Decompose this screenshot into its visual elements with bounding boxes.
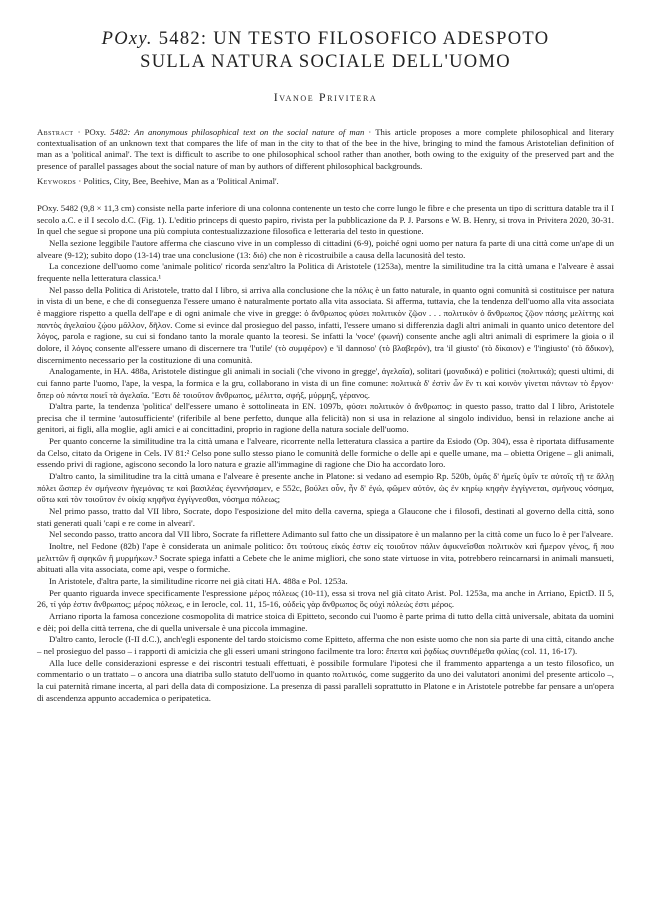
author-name: Ivanoe Privitera: [273, 90, 378, 104]
body-paragraph: Nel primo passo, tratto dal VII libro, Socrate, dopo l'esposizione del mito della caverna, spiega a Glaucone che i filosofi, destinati al governo della città, sono stati generati quali 'capi e re come in alveari'.: [37, 506, 614, 528]
body-paragraph: Per quanto concerne la similitudine tra la città umana e l'alveare, ricorrente nella letteratura classica a partire da Esiodo (Op. 304), essa è riportata diffusamente da Celso, citato da Origene in Cels. IV 81:² Celso pone sullo stesso piano le comunità delle formiche o delle api e quelle umane, ma – obietta Origene – gli animali, essendo privi di ragione, agiscono secondo la loro natura e grazie all'immagine di ragione che Dio ha accordato loro.: [37, 436, 614, 470]
keywords: [37, 176, 614, 187]
body-paragraph: D'altro canto, Ierocle (I-II d.C.), anch'egli esponente del tardo stoicismo come Epitteto, afferma che non esiste uomo che non sia parte di una città, citando anche – nel prosieguo del passo – i rapporti di amicizia che gli esseri umani stringono facilmente tra loro: ἔπειτα καὶ ῥᾳδίως συντιθέμεθα φιλίας (col. 11, 16-17).: [37, 634, 614, 656]
abstract-label: Abstract: [37, 127, 74, 137]
body-paragraph: Analogamente, in HA. 488a, Aristotele distingue gli animali in sociali ('che vivono in gregge', ἀγελαῖα), solitari (μοναδικά) e politici (πολιτικά); questi ultimi, di cui fanno parte l'uomo, l'ape, la vespa, la formica e la gru, collaborano in vista di un fine comune: πολιτικὰ δ' ἐστὶν ὧν ἕν τι καὶ κοινὸν γίνεται πάντων τὸ ἔργον· ὅπερ οὐ πάντα ποιεῖ τὰ ἀγελαῖα. Ἔστι δὲ τοιοῦτον ἄνθρωπος, μέλιττα, σφήξ, μύρμηξ, γέρανος.: [37, 366, 614, 400]
abstract: [37, 127, 614, 172]
body-paragraph: Inoltre, nel Fedone (82b) l'ape è considerata un animale politico: ὅτι τούτους εἰκός ἐστιν εἰς τοιοῦτον πάλιν ἀφικνεῖσθαι πολιτικὸν καὶ ἥμερον γένος, ἤ που μελιττῶν ἢ σφηκῶν ἢ μυρμήκων.³ Socrate spiega infatti a Cebete che le anime migliori, che sono state virtuose in vita, potrebbero reincarnarsi in animali mansueti, abituati alla vita associata, come api, vespe o formiche.: [37, 541, 614, 575]
keywords-label: Keywords: [37, 175, 77, 186]
title-line-2: SULLA NATURA SOCIALE DELL'UOMO: [140, 52, 511, 72]
keywords-text: · Politics, City, Bee, Beehive, Man as a 'Political Animal'.: [76, 175, 279, 186]
abstract-text: · This article proposes a more complete philosophical and literary contextualisation of an unknown text that compares the life of man in the city to that of the bee in the hive, bringing to mind the famous Aristotelian definition of man as a 'political animal'. The text is difficult to ascribe to one philosophical school rather than another, both owing to the exiguity of the preserved part and the presence of parallel passages about the social nature of man by authors of different philosophical backgrounds.: [37, 127, 614, 171]
body-paragraph: Alla luce delle considerazioni espresse e dei riscontri testuali effettuati, è possibile formulare l'ipotesi che il frammento appartenga a un testo filosofico, un commentario o un trattato – o ancora una diatriba sullo statuto dell'uomo in quanto πολιτικός, come suggerito da uno dei valutatori anonimi del presente articolo –, la cui paternità rimane incerta, al pari della data di composizione. La presenza di passi paralleli soprattutto in Platone e in Aristotele potrebbe far pensare a un'opera di ascendenza appunto accademica o peripatetica.: [37, 657, 614, 703]
abstract-lead: · POxy.: [73, 127, 111, 137]
body-paragraph: In Aristotele, d'altra parte, la similitudine ricorre nei già citati HA. 488a e Pol. 1253a.: [49, 576, 348, 587]
body-paragraph: Nel passo della Politica di Aristotele, tratto dal I libro, si arriva alla conclusione che la πόλις è un fatto naturale, in quanto ogni comunità si costituisce per natura in vista di un bene, e che di conseguenza l'essere umano è naturalmente portato alla vita associata. Si afferma, tuttavia, che la tendenza dell'uomo alla vita associata è maggiore rispetto a quella dell'ape e di ogni animale che vive in gregge: ὁ ἄνθρωπος φύσει πολιτικὸν ζῷον . . . πολιτικὸν ὁ ἄνθρωπος ζῷον πάσης μελίττης καὶ παντὸς ἀγελαίου ζῴου μᾶλλον, δῆλον. Come si evince dal prosieguo del passo, infatti, l'essere umano si differenzia dagli altri animali in quanto unico detentore del λόγος, parola e ragione, su cui si fondano tanto la morale quanto la teoresi. Se infatti la 'voce' (φωνή) consente anche agli altri animali di esprimere la gioia o il dolore, il λόγος consente all'essere umano di discernere tra 'l'utile' (τὸ συμφέρον) e 'il dannoso' (τὸ βλαβερόν), tra 'il giusto' (τὸ δίκαιον) e 'l'ingiusto' (τὸ ἄδικον), discernimento necessario per la costituzione di una comunità.: [37, 284, 614, 365]
body-paragraph: POxy. 5482 (9,8 × 11,3 cm) consiste nella parte inferiore di una colonna contenente un testo che corre lungo le fibre e che presenta un tipo di scrittura datable tra il I secolo a.C. e il I secolo d.C. (Fig. 1). L'editio princeps di questo papiro, rivista per la pubblicazione da P. J. Parsons e W. B. Henry, si trova in Privitera 2020, 30-31. In quel che segue si propone una più compiuta contestualizzazione filosofica e letteraria del testo in questione.: [37, 203, 614, 237]
body-paragraph: D'altro canto, la similitudine tra la città umana e l'alveare è presente anche in Platone: si vedano ad esempio Rp. 520b, ὑμᾶς δ' ἡμεῖς ὑμῖν τε αὐτοῖς τῇ τε ἄλλῃ πόλει ὥσπερ ἐν σμήνεσιν ἡγεμόνας τε καὶ βασιλέας ἐγεννήσαμεν, e 552c, βούλει οὖν, ἦν δ' ἐγώ, φῶμεν αὐτόν, ὡς ἐν κηρίῳ κηφὴν ἐγγίγνεται, σμήνους νόσημα, οὕτω καὶ τὸν τοιοῦτον ἐν οἰκίᾳ κηφῆνα ἐγγίγνεσθαι, νόσημα πόλεως;: [37, 471, 614, 505]
body-paragraph: Nella sezione leggibile l'autore afferma che ciascuno vive in un complesso di cittadini (6-9), poiché ogni uomo per natura fa parte di una città come un'ape di un alveare (9-12); subito dopo (13-14) trae una conclusione (13: διό) che non è ricostruibile a causa della lacunosità del testo.: [37, 237, 614, 260]
article-body: [37, 203, 614, 704]
body-paragraph: La concezione dell'uomo come 'animale politico' ricorda senz'altro la Politica di Aristotele (1253a), mentre la similitudine tra la città umana e l'alveare è assai frequente nella letteratura classica.¹: [37, 261, 614, 283]
article-title: [37, 28, 614, 74]
body-paragraph: Nel secondo passo, tratto ancora dal VII libro, Socrate fa riflettere Adimanto sul fatto che un dissipatore è un malanno per la città come un fuco lo è per l'alveare.: [49, 529, 614, 540]
title-papyrus-ref: POxy.: [101, 29, 153, 49]
title-line-1: 5482: UN TESTO FILOSOFICO ADESPOTO: [152, 29, 550, 49]
body-paragraph: Arriano riporta la famosa concezione cosmopolita di matrice stoica di Epitteto, secondo cui l'uomo è parte prima di tutto della città universale, abitata da uomini e dèi; poi della città terrena, che di quella universale è una piccola immagine.: [37, 610, 614, 633]
body-paragraph: D'altra parte, la tendenza 'politica' dell'essere umano è sottolineata in EN. 1097b, φύσει πολιτικὸν ὁ ἄνθρωπος: in questo passo, tratto dal I libro, Aristotele precisa che il termine 'autosufficiente' (riferibile al bene perfetto, dunque alla felicità) non si usa in relazione al singolo individuo, bensì in relazione anche ai genitori, ai figli, alla moglie, agli amici e ai concittadini, proprio in ragione della natura sociale dell'uomo.: [37, 401, 614, 435]
abstract-english-title: 5482: An anonymous philosophical text on the social nature of man: [110, 127, 365, 137]
body-paragraph: Per quanto riguarda invece specificamente l'espressione μέρος πόλεως (10-11), essa si trova nel già citato Arist. Pol. 1253a, ma anche in Arriano, EpictD. II 5, 26, τί γάρ ἐστιν ἄνθρωπος; μέρος πόλεως, e in Ierocle, col. 11, 15-16, οὐδεὶς γὰρ ἄνθρωπος ὃς οὐχὶ πόλεώς ἐστι μέρος.: [37, 587, 614, 610]
